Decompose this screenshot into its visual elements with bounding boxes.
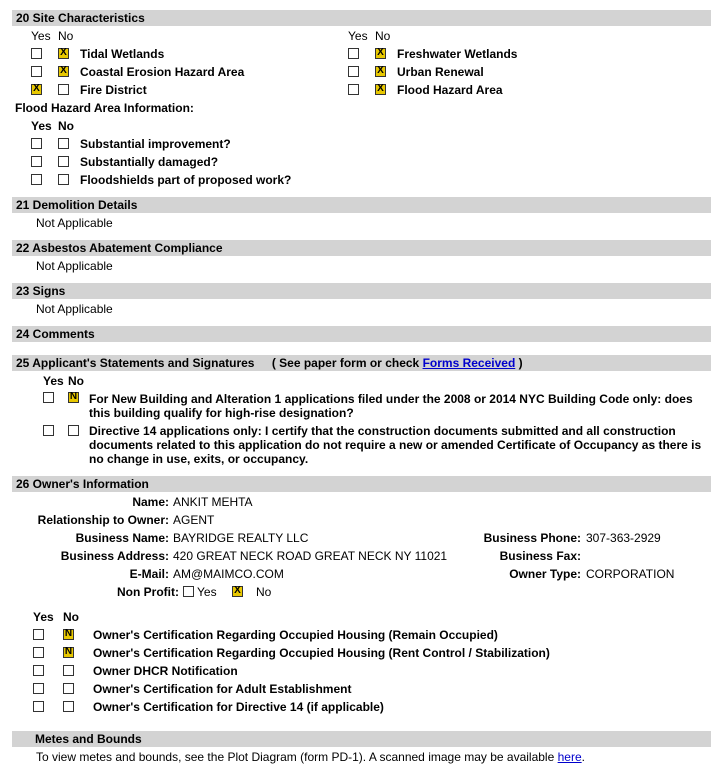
substantial-improvement-label: Substantial improvement? (80, 137, 231, 151)
relationship-label: Relationship to Owner: (37, 513, 169, 527)
fire-district-label: Fire District (80, 83, 147, 97)
section-21-header (12, 197, 711, 213)
coastal-yes-checkbox[interactable] (31, 66, 42, 77)
cert-remain-label: Owner's Certification Regarding Occupied Housing (Remain Occupied) (93, 628, 498, 642)
flood-yes-checkbox[interactable] (348, 84, 359, 95)
cert-rent-no-mark: N (64, 646, 73, 657)
section-23-header (12, 283, 711, 299)
non-profit-no-label: No (256, 585, 272, 599)
freshwater-no-checkbox[interactable]: X (375, 48, 386, 59)
substantially-damaged-label: Substantially damaged? (80, 155, 219, 169)
substantial-improvement-no[interactable] (58, 138, 69, 149)
floodshields-label: Floodshields part of proposed work? (80, 173, 292, 187)
directive14-statement-line2: documents related to this application do not require a new or amended Certificate of Occupancy as there is (89, 438, 702, 452)
section-title: 20 Site Characteristics (16, 11, 145, 25)
business-address-value: 420 GREAT NECK ROAD GREAT NECK NY 11021 (173, 549, 448, 563)
urban-renewal-label: Urban Renewal (397, 65, 484, 79)
highrise-statement-line1: For New Building and Alteration 1 applications filed under the 2008 or 2014 NYC Building Code only: does (89, 392, 693, 406)
fire-no-checkbox[interactable] (58, 84, 69, 95)
section-title: 25 Applicant's Statements and Signatures (16, 356, 255, 370)
flood-yes-header: Yes (31, 119, 52, 133)
owner-type-value: CORPORATION (586, 567, 675, 581)
metes-text-body: To view metes and bounds, see the Plot Diagram (form PD-1). A scanned image may be available (36, 750, 555, 764)
section-24-header (12, 326, 711, 342)
highrise-no-checkbox[interactable] (68, 392, 79, 403)
flood-no-checkbox[interactable]: X (375, 84, 386, 95)
cert-dhcr-no[interactable] (63, 665, 74, 676)
section-title: Metes and Bounds (35, 732, 142, 746)
coastal-no-checkbox[interactable]: X (58, 66, 69, 77)
substantially-damaged-yes[interactable] (31, 156, 42, 167)
metes-text-end: . (581, 750, 585, 764)
floodshields-no[interactable] (58, 174, 69, 185)
section-25-header (12, 355, 711, 371)
owner-name-value: ANKIT MEHTA (173, 495, 253, 509)
tidal-no-checkbox[interactable]: X (58, 48, 69, 59)
cert-adult-no[interactable] (63, 683, 74, 694)
cert-remain-yes[interactable] (33, 629, 44, 640)
section-title: 23 Signs (16, 284, 66, 298)
floodshields-yes[interactable] (31, 174, 42, 185)
cert-rent-label: Owner's Certification Regarding Occupied Housing (Rent Control / Stabilization) (93, 646, 550, 660)
cert-yes-header: Yes (33, 610, 54, 624)
cert-dhcr-label: Owner DHCR Notification (93, 664, 238, 678)
forms-received-link[interactable]: Forms Received (422, 356, 516, 370)
cert-directive14-label: Owner's Certification for Directive 14 (if applicable) (93, 700, 384, 714)
yes-header-right: Yes (348, 29, 368, 43)
asbestos-value: Not Applicable (36, 259, 113, 273)
business-address-label: Business Address: (60, 549, 169, 563)
business-name-label: Business Name: (75, 531, 169, 545)
email-value: AM@MAIMCO.COM (173, 567, 284, 581)
metes-header (12, 731, 711, 747)
metes-text (36, 749, 585, 765)
cert-directive14-no[interactable] (63, 701, 74, 712)
metes-here-link[interactable]: here (557, 750, 582, 764)
non-profit-no-checkbox[interactable]: X (232, 586, 243, 597)
no-header: No (58, 29, 74, 43)
urban-yes-checkbox[interactable] (348, 66, 359, 77)
urban-no-checkbox[interactable]: X (375, 66, 386, 77)
section-title: 26 Owner's Information (16, 477, 149, 491)
forms-note-pre: ( See paper form or check (271, 356, 420, 370)
section-26-header (12, 476, 711, 492)
freshwater-wetlands-label: Freshwater Wetlands (397, 47, 518, 61)
yes-header: Yes (31, 29, 51, 43)
freshwater-yes-checkbox[interactable] (348, 48, 359, 59)
section-title: 21 Demolition Details (16, 198, 138, 212)
relationship-value: AGENT (173, 513, 215, 527)
highrise-yes-checkbox[interactable] (43, 392, 54, 403)
business-name-value: BAYRIDGE REALTY LLC (173, 531, 309, 545)
business-phone-label: Business Phone: (483, 531, 581, 545)
cert-remain-no-mark: N (64, 628, 73, 639)
directive14-statement-line1: Directive 14 applications only: I certify that the construction documents submitted and all construction (89, 424, 676, 438)
s25-yes-header: Yes (43, 374, 64, 388)
cert-rent-no[interactable] (63, 647, 74, 658)
s25-no-header: No (68, 374, 84, 388)
section-title: 22 Asbestos Abatement Compliance (16, 241, 223, 255)
directive14-no-checkbox[interactable] (68, 425, 79, 436)
flood-hazard-info-title: Flood Hazard Area Information: (15, 101, 194, 115)
no-header-right: No (375, 29, 391, 43)
demolition-value: Not Applicable (36, 216, 113, 230)
flood-no-header: No (58, 119, 74, 133)
fire-yes-checkbox[interactable]: X (31, 84, 42, 95)
substantially-damaged-no[interactable] (58, 156, 69, 167)
business-fax-label: Business Fax: (499, 549, 581, 563)
highrise-statement-line2: this building qualify for high-rise designation? (89, 406, 354, 420)
cert-no-header: No (63, 610, 79, 624)
section-20-header (12, 10, 711, 26)
cert-rent-yes[interactable] (33, 647, 44, 658)
cert-dhcr-yes[interactable] (33, 665, 44, 676)
substantial-improvement-yes[interactable] (31, 138, 42, 149)
forms-note (272, 356, 523, 370)
directive14-yes-checkbox[interactable] (43, 425, 54, 436)
flood-hazard-label: Flood Hazard Area (397, 83, 503, 97)
directive14-statement-line3: no change in use, exits, or occupancy. (89, 452, 309, 466)
signs-value: Not Applicable (36, 302, 113, 316)
forms-note-post: ) (518, 356, 523, 370)
tidal-yes-checkbox[interactable] (31, 48, 42, 59)
email-label: E-Mail: (129, 567, 169, 581)
coastal-erosion-label: Coastal Erosion Hazard Area (80, 65, 245, 79)
cert-remain-no[interactable] (63, 629, 74, 640)
cert-adult-yes[interactable] (33, 683, 44, 694)
section-title: 24 Comments (16, 327, 95, 341)
highrise-no-mark: N (69, 391, 78, 402)
cert-directive14-yes[interactable] (33, 701, 44, 712)
cert-adult-label: Owner's Certification for Adult Establishment (93, 682, 352, 696)
owner-name-label: Name: (132, 495, 169, 509)
non-profit-yes-label: Yes (197, 585, 217, 599)
tidal-wetlands-label: Tidal Wetlands (80, 47, 165, 61)
business-phone-value: 307-363-2929 (586, 531, 661, 545)
owner-type-label: Owner Type: (509, 567, 581, 581)
section-22-header (12, 240, 711, 256)
non-profit-label: Non Profit: (117, 585, 179, 599)
non-profit-yes-checkbox[interactable] (183, 586, 194, 597)
